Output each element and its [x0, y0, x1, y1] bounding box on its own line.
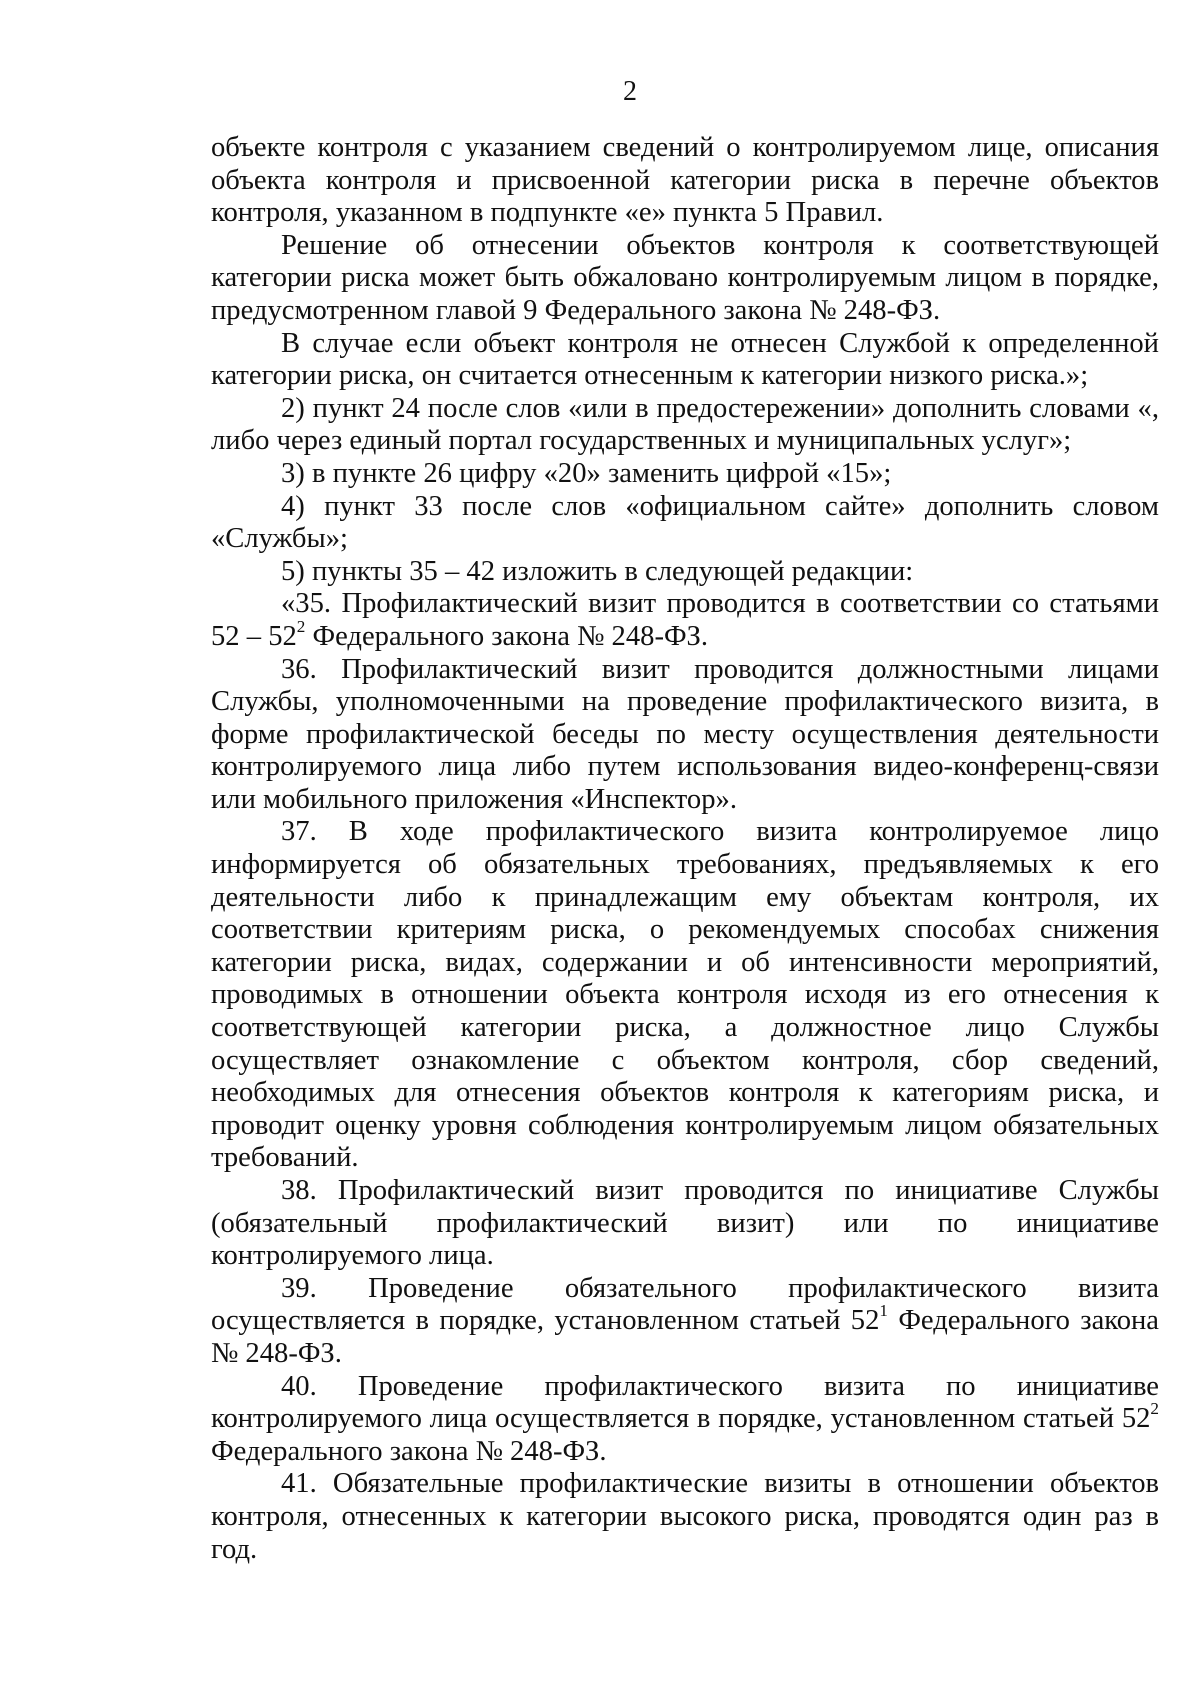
paragraph-39-text: 39. Проведение обязательного профилактического визита осуществляется в порядке, установленном статьей 52: [211, 1272, 1159, 1337]
paragraph-36: 36. Профилактический визит проводится должностными лицами Службы, уполномоченными на проведение профилактического визита, в форме профилактической беседы по месту осуществления деятельности контролируемого лица либо путем использования видео-конференц-связи или мобильного приложения «Инспектор».: [211, 653, 1159, 815]
paragraph-35-text-end: Федерального закона № 248-ФЗ.: [305, 620, 709, 652]
paragraph-35-text: «35. Профилактический визит проводится в соответствии со статьями 52 – 52: [211, 588, 1159, 652]
document-body: [211, 132, 1159, 1566]
paragraph-39-superscript: 1: [879, 1301, 888, 1321]
paragraph-item-4: 4) пункт 33 после слов «официальном сайте» дополнить словом «Службы»;: [211, 490, 1159, 555]
paragraph-item-3: 3) в пункте 26 цифру «20» заменить цифрой «15»;: [281, 457, 892, 489]
paragraph-40: [211, 1371, 1159, 1469]
paragraph-39: [211, 1273, 1159, 1371]
paragraph-item-5: 5) пункты 35 – 42 изложить в следующей редакции:: [281, 555, 914, 587]
paragraph-40-text: 40. Проведение профилактического визита по инициативе контролируемого лица осуществляется в порядке, установленном статьей 52: [211, 1370, 1159, 1435]
paragraph-35-superscript: 2: [296, 616, 306, 636]
paragraph-38: 38. Профилактический визит проводится по инициативе Службы (обязательный профилактический визит) или по инициативе контролируемого лица.: [211, 1175, 1159, 1272]
paragraph-40-superscript: 2: [1150, 1399, 1159, 1419]
paragraph-39-text-end: Федерального закона № 248-ФЗ.: [211, 1305, 1160, 1369]
page-number: 2: [623, 76, 637, 107]
paragraph-item-2: 2) пункт 24 после слов «или в предостережении» дополнить словами «, либо через единый портал государственных и муниципальных услуг»;: [211, 392, 1159, 457]
paragraph-41: 41. Обязательные профилактические визиты в отношении объектов контроля, отнесенных к категории высокого риска, проводятся один раз в год.: [211, 1468, 1159, 1565]
paragraph-low-risk: В случае если объект контроля не отнесен Службой к определенной категории риска, он считается отнесенным к категории низкого риска.»;: [211, 327, 1159, 392]
paragraph-appeal: Решение об отнесении объектов контроля к соответствующей категории риска может быть обжаловано контролируемым лицом в порядке, предусмотренном главой 9 Федерального закона № 248-ФЗ.: [211, 229, 1159, 326]
paragraph-37: 37. В ходе профилактического визита контролируемое лицо информируется об обязательных требованиях, предъявляемых к его деятельности либо к принадлежащим ему объектам контроля, их соответствии критериям риска, о рекомендуемых способах снижения категории риска, видах, содержании и об интенсивности мероприятий, проводимых в отношении объекта контроля исходя из его отнесения к соответствующей категории риска, а должностное лицо Службы осуществляет ознакомление с объектом контроля, сбор сведений, необходимых для отнесения объектов контроля к категориям риска, и проводит оценку уровня соблюдения контролируемым лицом обязательных требований.: [211, 816, 1159, 1174]
paragraph-40-text-end: Федерального закона № 248-ФЗ.: [211, 1435, 607, 1467]
paragraph-continuation: объекте контроля с указанием сведений о контролируемом лице, описания объекта контроля и присвоенной категории риска в перечне объектов контроля, указанном в подпункте «е» пункта 5 Правил.: [211, 132, 1159, 229]
paragraph-35: [211, 588, 1159, 653]
